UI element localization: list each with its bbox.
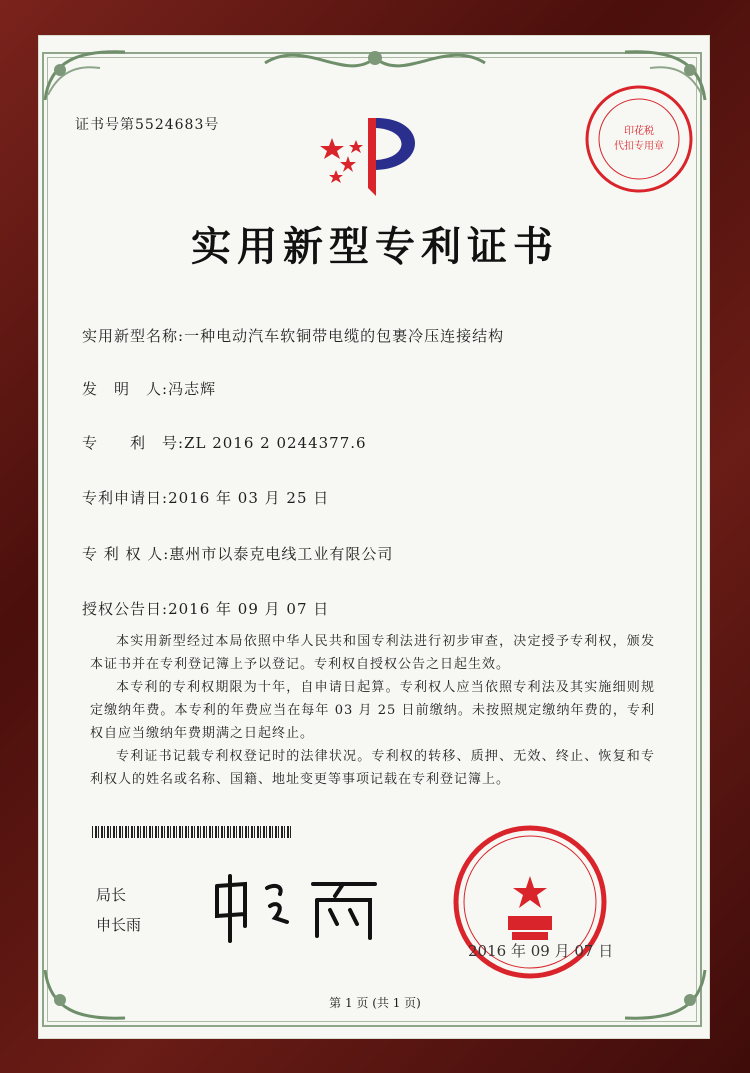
signer-name: 申长雨 (96, 916, 142, 934)
certificate-title: 实用新型专利证书 (191, 224, 559, 270)
barcode (92, 826, 292, 838)
field-label: 专利申请日: (82, 489, 169, 507)
top-center-ornament (255, 38, 495, 83)
body-paragraph: 本实用新型经过本局依照中华人民共和国专利法进行初步审查，决定授予专利权，颁发本证书并在专利登记簿上予以登记。专利权自授权公告之日起生效。 (90, 634, 655, 672)
tax-stamp-seal (582, 82, 697, 197)
field-filing-date (82, 487, 329, 508)
field-value: 2016 年 09 月 07 日 (168, 600, 330, 618)
certificate-number: 证书号第5524683号 (75, 117, 220, 133)
field-label: 专 利 权 人: (82, 545, 170, 563)
field-utility-model-name (82, 325, 504, 346)
field-label: 实用新型名称: (82, 327, 185, 345)
body-paragraph: 专利证书记载专利权登记时的法律状况。专利权的转移、质押、无效、终止、恢复和专利权人的姓名或名称、国籍、地址变更等事项记载在专利登记簿上。 (90, 749, 655, 787)
patent-office-logo (318, 108, 438, 198)
page-footer: 第 1 页 (共 1 页) (329, 996, 421, 1010)
field-label: 发 明 人: (82, 380, 169, 398)
field-value: 惠州市以泰克电线工业有限公司 (169, 545, 394, 563)
field-label: 授权公告日: (82, 600, 169, 618)
signer-title: 局长 (96, 886, 127, 904)
field-announcement-date (82, 598, 329, 619)
field-value: 冯志辉 (168, 380, 217, 398)
corner-ornament-top-left (40, 40, 130, 110)
field-patent-number (82, 432, 367, 453)
svg-text:印花税: 印花税 (624, 126, 654, 137)
body-paragraph: 本专利的专利权期限为十年，自申请日起算。专利权人应当依照专利法及其实施细则规定缴纳年费。本专利的年费应当在每年 03 月 25 日前缴纳。未按照规定缴纳年费的，专利权自应当缴纳年费期满之日起终止。 (90, 680, 655, 741)
field-value: 2016 年 03 月 25 日 (168, 489, 330, 507)
field-inventor (82, 378, 216, 399)
svg-text:代扣专用章: 代扣专用章 (614, 141, 664, 152)
handwritten-signature (205, 866, 390, 946)
field-label: 专 利 号: (82, 434, 185, 452)
field-patentee (82, 543, 393, 564)
field-value: ZL 2016 2 0244377.6 (184, 434, 367, 452)
seal-date: 2016 年 09 月 07 日 (468, 942, 614, 960)
field-value: 一种电动汽车软铜带电缆的包裹冷压连接结构 (184, 327, 505, 345)
